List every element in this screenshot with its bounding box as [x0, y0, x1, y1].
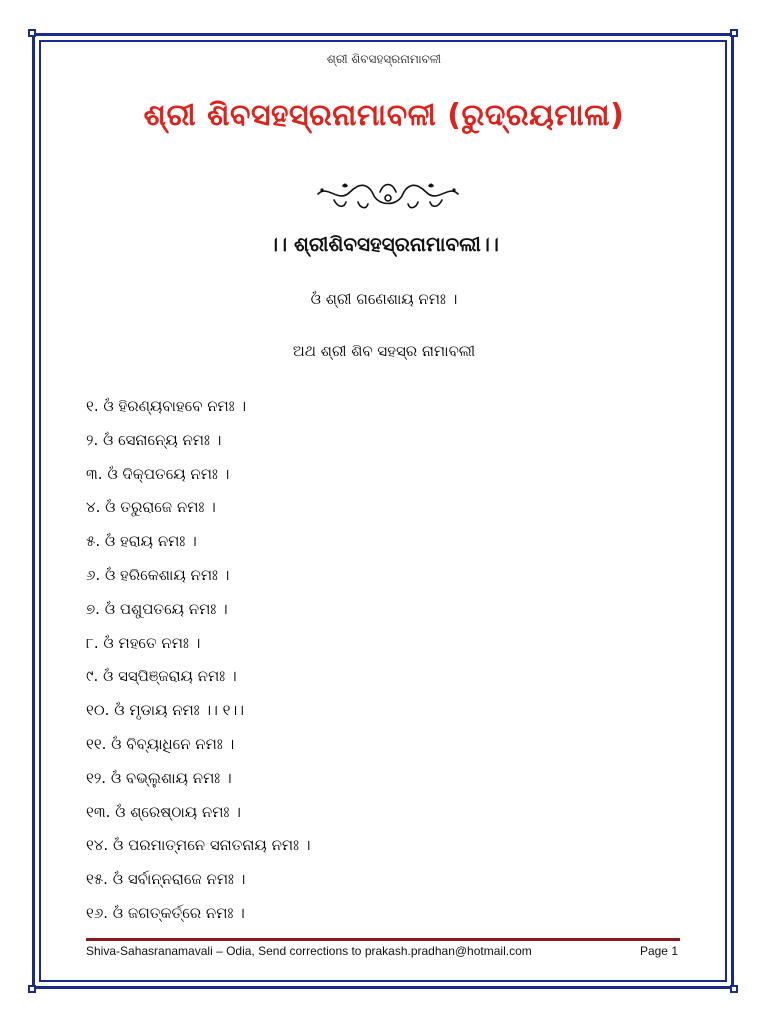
corner-ornament-top-left — [28, 29, 36, 37]
footer-divider — [86, 938, 680, 941]
running-header: ଶ୍ରୀ ଶିବସହସ୍ରନାମାବଳୀ — [326, 52, 442, 66]
invocation-line: ଓଁ ଶ୍ରୀ ଗଣେଶାୟ ନମଃ । — [310, 290, 458, 308]
list-item: ୧୩. ଓଁ ଶ୍ରେଷ୍ଠାୟ ନମଃ । — [86, 802, 241, 821]
subtitle: ।। ଶ୍ରୀଶିବସହସ୍ରନାମାବଲୀ।। — [269, 232, 499, 256]
footer-text: Shiva-Sahasranamavali – Odia, Send corrections to prakash.pradhan@hotmail.com — [86, 944, 532, 958]
list-item: ୧୦. ଓଁ ମୃଡାୟ ନମଃ ।। ୧।। — [86, 701, 244, 720]
list-item: ୮. ଓଁ ମହତେ ନମଃ । — [86, 633, 201, 652]
list-item: ୧୪. ଓଁ ପରମାତ୍ମନେ ସନାତନାୟ ନମଃ । — [86, 836, 311, 855]
list-item: ୬. ଓଁ ହରିକେଶାୟ ନମଃ । — [86, 565, 230, 584]
list-item: ୧. ଓଁ ହିରଣ୍ୟବାହବେ ନମଃ । — [86, 397, 247, 415]
list-item: ୨. ଓଁ ସେନାନ୍ୟେ ନମଃ । — [86, 430, 222, 449]
corner-ornament-bottom-left — [28, 985, 36, 993]
list-item: ୫. ଓଁ ହରାୟ ନମଃ । — [86, 532, 197, 551]
decorative-flourish-icon — [314, 178, 462, 214]
names-list — [86, 393, 310, 934]
corner-ornament-top-right — [730, 29, 738, 37]
page-title: ଶ୍ରୀ ଶିବସହସ୍ରନାମାବଳୀ (ରୁଦ୍ରୟମାଳା) — [143, 98, 625, 133]
list-item: ୧୧. ଓଁ ବିବ୍ୟାଧିନେ ନମଃ । — [86, 734, 235, 753]
list-item: ୪. ଓଁ ତରୁରାଜେ ନମଃ । — [86, 498, 216, 517]
page-number: Page 1 — [639, 944, 678, 958]
list-item: ୭. ଓଁ ପଶୁପତୟେ ନମଃ । — [86, 599, 228, 618]
list-item: ୩. ଓଁ ଦିକ୍‌ପତୟେ ନମଃ । — [86, 464, 230, 483]
intro-line: ଅଥ ଶ୍ରୀ ଶିବ ସହସ୍ର ନାମାବଲୀ — [292, 342, 476, 360]
corner-ornament-bottom-right — [730, 985, 738, 993]
list-item: ୧୬. ଓଁ ଜଗତ୍କର୍ତ୍ରେ ନମଃ । — [86, 903, 245, 922]
list-item: ୧୫. ଓଁ ସର୍ବାନ୍ନରାଜେ ନମଃ । — [86, 870, 246, 889]
list-item: ୧୨. ଓଁ ବଭ୍ଲୁଶାୟ ନମଃ । — [86, 768, 232, 787]
list-item: ୯. ଓଁ ସସ୍ପିଞ୍ଜରାୟ ନମଃ । — [86, 667, 237, 686]
